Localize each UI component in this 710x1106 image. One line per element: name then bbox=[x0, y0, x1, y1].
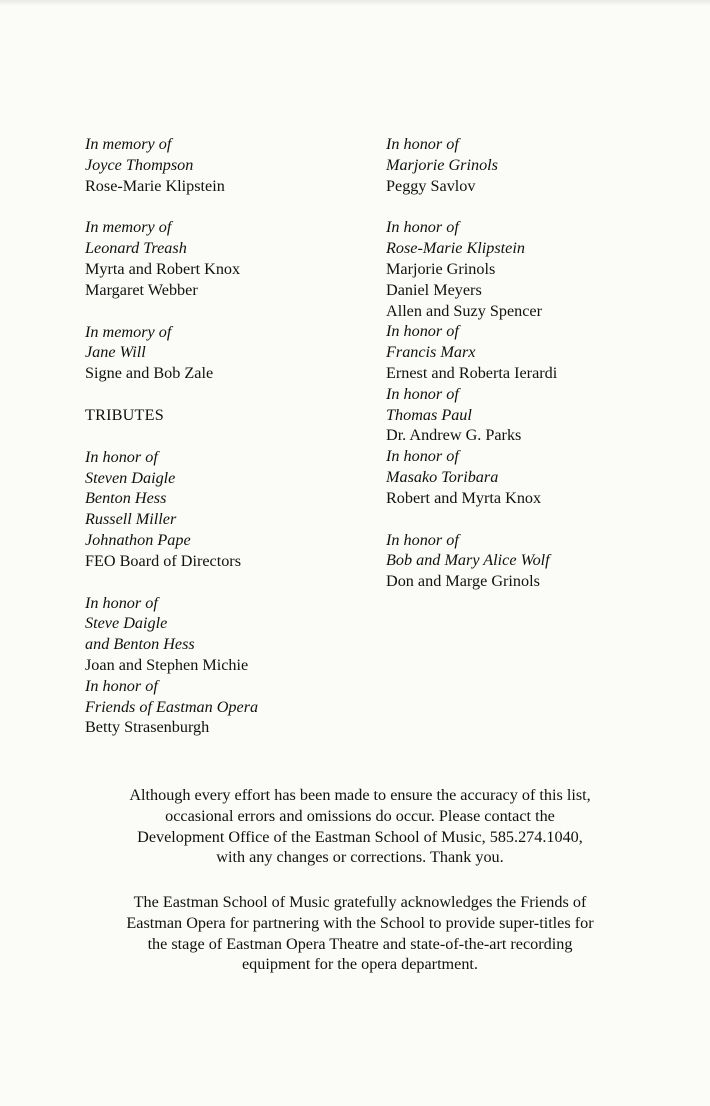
donor-name: Signe and Bob Zale bbox=[85, 364, 214, 383]
entry-type: In honor of bbox=[386, 530, 459, 549]
entry-type: In honor of bbox=[386, 447, 459, 466]
donor-name: Ernest and Roberta Ierardi bbox=[386, 363, 558, 382]
notice-line: Development Office of the Eastman School of Music, 585.274.1040, bbox=[137, 827, 583, 846]
section-heading: TRIBUTES bbox=[85, 405, 164, 424]
tribute-entry bbox=[386, 321, 696, 383]
tribute-entry bbox=[85, 593, 385, 676]
donor-name: Dr. Andrew G. Parks bbox=[386, 426, 522, 445]
honoree-name: Marjorie Grinols bbox=[386, 155, 498, 174]
honoree-name: Rose-Marie Klipstein bbox=[386, 239, 525, 258]
honoree-name: Steven Daigle bbox=[85, 468, 176, 487]
honoree-name: Benton Hess bbox=[85, 489, 167, 508]
donor-name: Robert and Myrta Knox bbox=[386, 488, 542, 507]
honoree-name: Friends of Eastman Opera bbox=[85, 697, 259, 716]
entry-type: In memory of bbox=[85, 135, 172, 153]
notice-line: the stage of Eastman Opera Theatre and state-of-the-art recording bbox=[147, 934, 573, 953]
tribute-entry bbox=[386, 384, 696, 446]
donor-name: Don and Marge Grinols bbox=[386, 572, 540, 591]
donor-name: Allen and Suzy Spencer bbox=[386, 301, 542, 320]
notice-line: with any changes or corrections. Thank you. bbox=[216, 848, 504, 867]
page-edge bbox=[0, 0, 710, 6]
honoree-name: Joyce Thompson bbox=[85, 155, 194, 174]
tribute-entry bbox=[386, 530, 696, 592]
tribute-entry bbox=[386, 446, 696, 508]
honoree-name: Johnathon Pape bbox=[85, 530, 191, 549]
notice-line: Although every effort has been made to ensure the accuracy of this list, bbox=[129, 786, 591, 804]
honoree-name: Steve Daigle bbox=[85, 614, 168, 633]
memorial-entry bbox=[85, 217, 385, 300]
entry-type: In honor of bbox=[386, 322, 459, 341]
honoree-name: Francis Marx bbox=[386, 343, 476, 362]
accuracy-notice bbox=[60, 785, 660, 868]
donor-name: Myrta and Robert Knox bbox=[85, 259, 241, 278]
honoree-name: Jane Will bbox=[85, 343, 146, 362]
notice-line: occasional errors and omissions do occur. Please contact the bbox=[165, 806, 555, 825]
right-column bbox=[386, 134, 696, 592]
donor-name: Marjorie Grinols bbox=[386, 259, 496, 278]
honoree-name: Masako Toribara bbox=[386, 467, 499, 486]
notice-line: The Eastman School of Music gratefully acknowledges the Friends of bbox=[133, 893, 587, 911]
donor-name: Daniel Meyers bbox=[386, 280, 482, 299]
honoree-name: Russell Miller bbox=[85, 510, 177, 529]
honoree-name: and Benton Hess bbox=[85, 635, 195, 654]
donor-name: Joan and Stephen Michie bbox=[85, 655, 249, 674]
tribute-entry bbox=[85, 447, 385, 572]
honoree-name: Bob and Mary Alice Wolf bbox=[386, 551, 550, 570]
entry-type: In honor of bbox=[386, 135, 459, 153]
acknowledgment-notice bbox=[60, 892, 660, 975]
entry-type: In honor of bbox=[85, 447, 158, 466]
donor-name: Rose-Marie Klipstein bbox=[85, 176, 225, 195]
honoree-name: Thomas Paul bbox=[386, 405, 472, 424]
entry-type: In honor of bbox=[386, 218, 459, 237]
entry-type: In memory of bbox=[85, 322, 172, 341]
notice-line: Eastman Opera for partnering with the School to provide super-titles for bbox=[126, 913, 594, 932]
notice-line: equipment for the opera department. bbox=[242, 955, 478, 974]
tribute-entry bbox=[386, 217, 696, 321]
donor-name: Margaret Webber bbox=[85, 280, 198, 299]
donor-name: FEO Board of Directors bbox=[85, 551, 241, 570]
entry-type: In memory of bbox=[85, 218, 172, 237]
tribute-entry bbox=[85, 676, 385, 738]
tribute-entry bbox=[386, 134, 696, 196]
donor-name: Peggy Savlov bbox=[386, 176, 476, 195]
honoree-name: Leonard Treash bbox=[85, 239, 187, 258]
memorial-entry bbox=[85, 134, 385, 196]
entry-type: In honor of bbox=[85, 676, 158, 695]
entry-type: In honor of bbox=[85, 593, 158, 612]
entry-type: In honor of bbox=[386, 384, 459, 403]
left-column bbox=[85, 134, 385, 738]
donor-name: Betty Strasenburgh bbox=[85, 718, 210, 737]
memorial-entry bbox=[85, 322, 385, 384]
